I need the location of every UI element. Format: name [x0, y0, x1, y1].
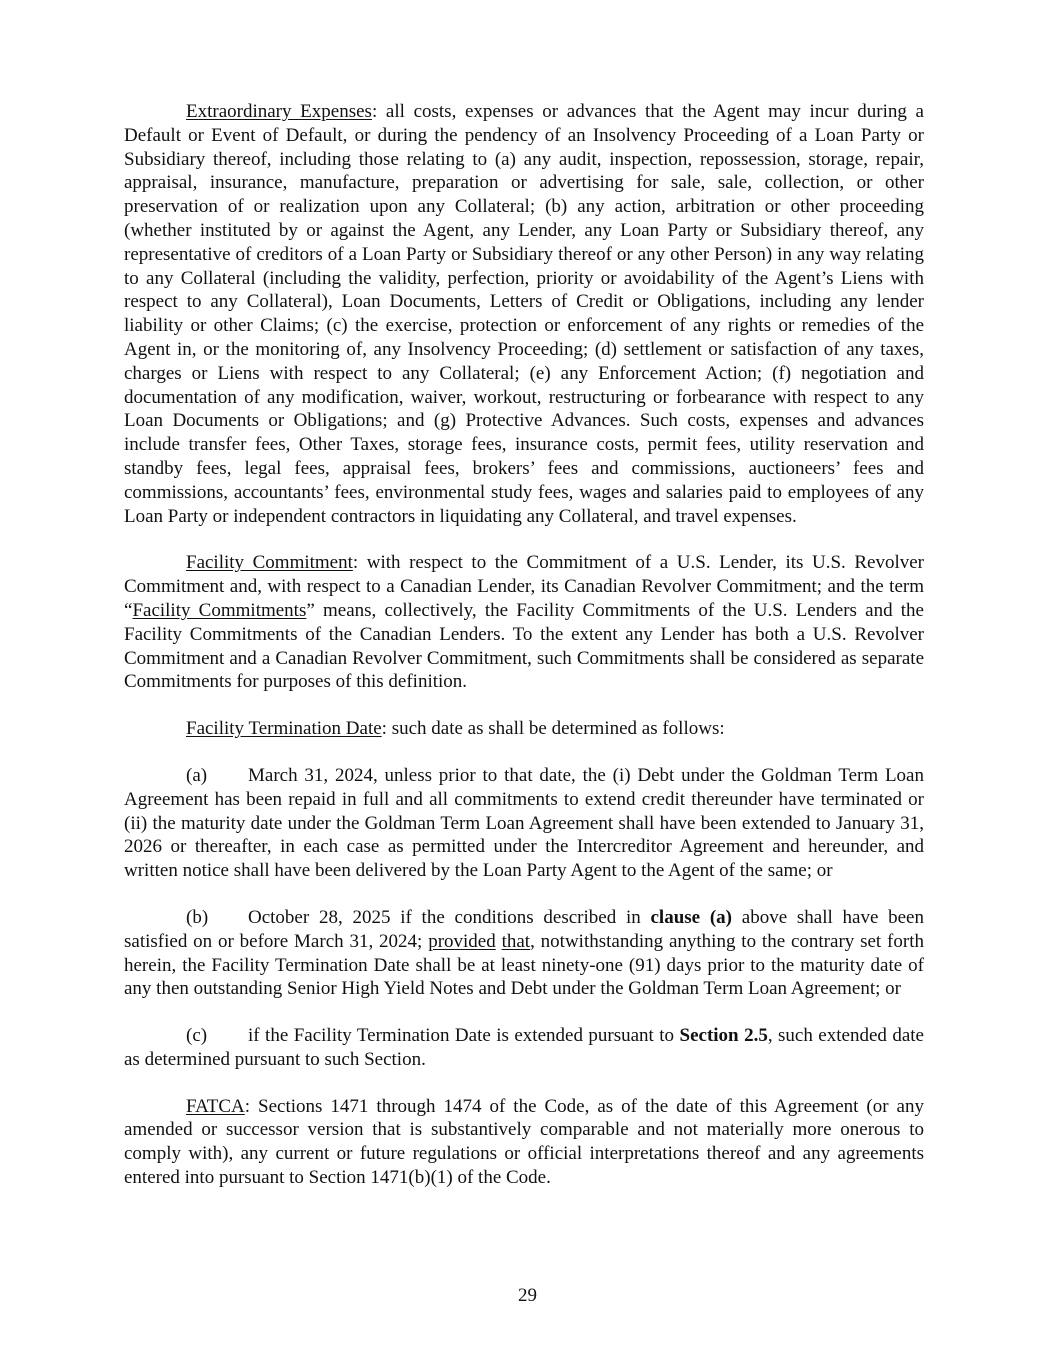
definition-extraordinary-expenses — [124, 100, 924, 528]
clause-reference: clause (a) — [650, 906, 733, 928]
definition-text: : with respect to the Commitment of a U.S. Lender, its U.S. Revolver Commitment and, with respect to a Canadian Lender, its Canadian Revolver Commitment; and the term “ — [124, 552, 924, 621]
clause-text: March 31, 2024, unless prior to that date, the (i) Debt under the Goldman Term Loan Agreement has been repaid in full and all commitments to extend credit thereunder have terminated or (ii) the maturity date under the Goldman Term Loan Agreement shall have been extended to January 31, 2026 or thereafter, in each case as permitted under the Intercreditor Agreement and hereunder, and written notice shall have been delivered by the Loan Party Agent to the Agent of the same; or — [124, 764, 924, 882]
defined-term: Facility Termination Date — [186, 718, 382, 740]
definition-facility-commitment — [124, 551, 924, 694]
definition-fatca — [124, 1095, 924, 1190]
clause-text: , notwithstanding anything to the contrary set forth herein, the Facility Termination Date shall be at least ninety-one (91) days prior to the maturity date of any then outstanding Senior High Yield Notes and Debt under the Goldman Term Loan Agreement; or — [124, 930, 924, 1000]
defined-term-plural: Facility Commitments — [132, 599, 307, 621]
clause-b — [124, 906, 924, 1001]
clause-label: (a) — [186, 764, 208, 786]
clause-label: (c) — [186, 1025, 208, 1047]
defined-term: Facility Commitment — [186, 552, 353, 574]
proviso-word: that — [501, 930, 531, 952]
clause-text: above shall have been satisfied on or before March 31, 2024; — [124, 906, 924, 952]
section-reference: Section 2.5 — [679, 1025, 768, 1047]
clause-c — [124, 1024, 924, 1072]
clause-label: (b) — [186, 906, 209, 928]
clause-text: October 28, 2025 if the conditions described in — [248, 906, 651, 928]
clause-a — [124, 764, 924, 883]
definition-text: : all costs, expenses or advances that the Agent may incur during a Default or Event of Default, or during the pendency of an Insolvency Proceeding of a Loan Party or Subsidiary thereof, including those relating to (a) any audit, inspection, repossession, storage, repair, appraisal, insurance, manufacture, preparation or advertising for sale, sale, collection, or other preservation of or realization upon any Collateral; (b) any action, arbitration or other proceeding (whether instituted by or against the Agent, any Lender, any Loan Party or Subsidiary thereof, any representative of creditors of a Loan Party or Subsidiary thereof or any other Person) in any way relating to any Collateral (including the validity, perfection, priority or avoidability of the Agent’s Liens with respect to any Collateral), Loan Documents, Letters of Credit or Obligations, including any lender liability or other Claims; (c) the exercise, protection or enforcement of any rights or remedies of the Agent in, or the monitoring of, any Insolvency Proceeding; (d) settlement or satisfaction of any taxes, charges or Liens with respect to any Collateral; (e) any Enforcement Action; (f) negotiation and documentation of any modification, waiver, workout, restructuring or forbearance with respect to any Loan Documents or Obligations; and (g) Protective Advances. Such costs, expenses and advances include transfer fees, Other Taxes, storage fees, insurance costs, permit fees, utility reservation and standby fees, legal fees, appraisal fees, brokers’ fees and commissions, auctioneers’ fees and commissions, accountants’ fees, environmental study fees, wages and salaries paid to employees of any Loan Party or independent contractors in liquidating any Collateral, and travel expenses. — [124, 101, 924, 527]
defined-term: FATCA — [186, 1095, 245, 1117]
definition-text: : Sections 1471 through 1474 of the Code, as of the date of this Agreement (or any amended or successor version that is substantively comparable and not materially more onerous to comply with), any current or future regulations or official interpretations thereof and any agreements entered into pursuant to Section 1471(b)(1) of the Code. — [124, 1095, 924, 1189]
proviso-word: provided — [428, 930, 496, 952]
clause-text: , such extended date as determined pursuant to such Section. — [124, 1025, 924, 1070]
defined-term: Extraordinary Expenses — [186, 101, 372, 122]
page-number: 29 — [518, 1285, 537, 1306]
definition-text: ” means, collectively, the Facility Commitments of the U.S. Lenders and the Facility Commitments of the Canadian Lenders. To the extent any Lender has both a U.S. Revolver Commitment and a Canadian Revolver Commitment, such Commitments shall be considered as separate Commitments for purposes of this definition. — [124, 599, 924, 693]
definition-facility-termination-date — [124, 717, 924, 741]
clause-text: if the Facility Termination Date is extended pursuant to — [248, 1025, 680, 1047]
document-page — [124, 100, 924, 1213]
definition-text: : such date as shall be determined as follows: — [381, 718, 725, 740]
